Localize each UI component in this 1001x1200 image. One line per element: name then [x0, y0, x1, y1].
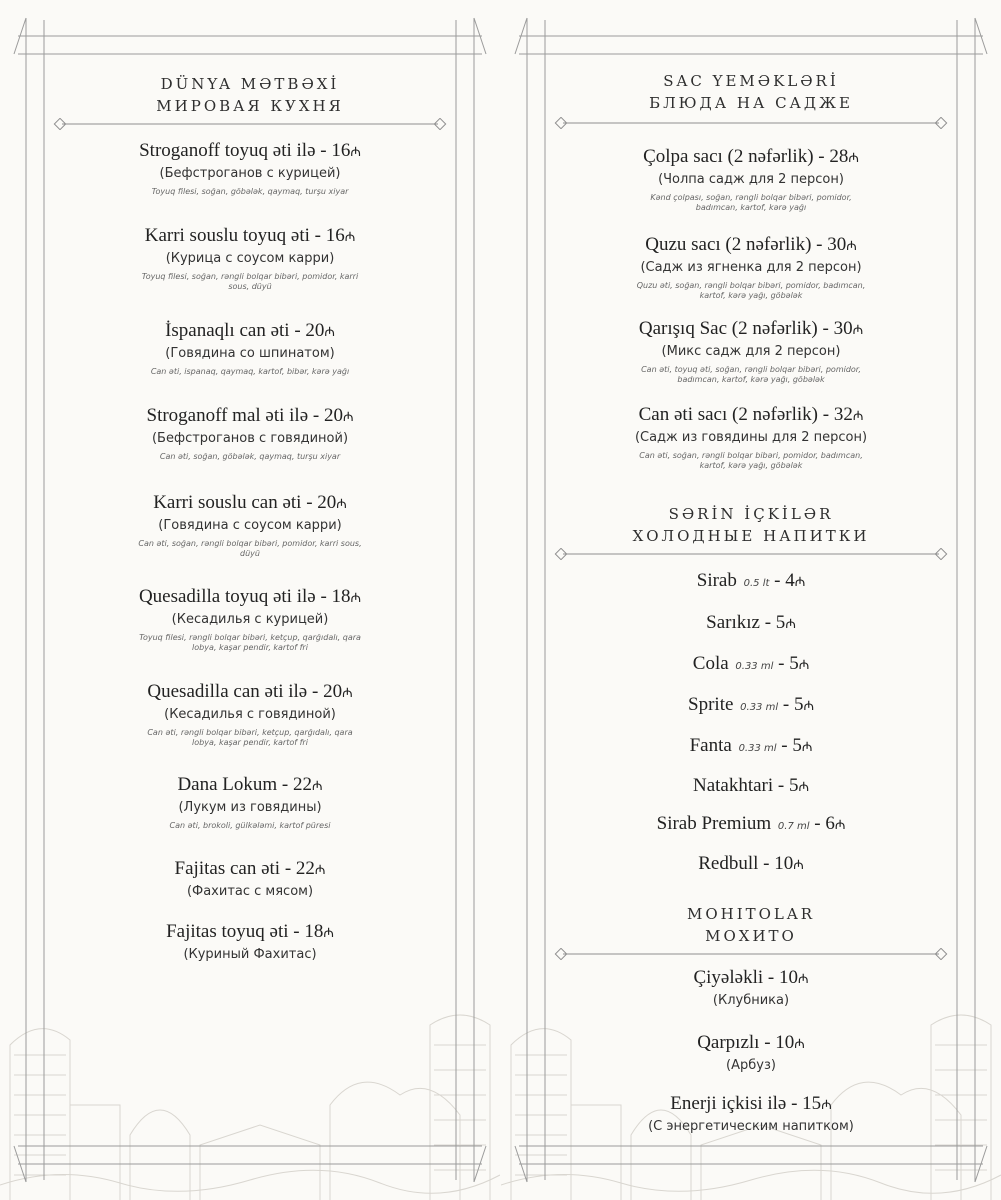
- manat-icon: ₼: [821, 1098, 832, 1113]
- menu-item: [60, 320, 440, 377]
- item-name-ru: (Кесадилья с курицей): [171, 612, 329, 627]
- item-ingredients: Quzu əti, soğan, rəngli bolqar bibəri, pomidor, badımcan, kartof, kərə yağı, göbələk: [636, 281, 866, 300]
- manat-icon: ₼: [312, 779, 323, 794]
- manat-icon: ₼: [801, 740, 813, 755]
- ornamental-divider: [553, 548, 949, 560]
- item-volume: 0.33 ml: [735, 661, 774, 672]
- menu-item: [60, 774, 440, 831]
- section-title-az: MOHITOLAR: [686, 905, 816, 923]
- manat-icon: ₼: [794, 1037, 805, 1052]
- item-ingredients: Toyuq filesi, rəngli bolqar bibəri, ketçup, qarğıdalı, qara lobya, kaşar pendir, kartof fri: [139, 633, 361, 652]
- item-name-ru: (Садж из говядины для 2 персон): [634, 430, 868, 445]
- menu-item: [561, 146, 941, 213]
- right-menu-page: [501, 0, 1001, 1200]
- item-name: Cola: [692, 653, 729, 674]
- section-title-ru: БЛЮДА НА САДЖЕ: [649, 94, 853, 112]
- item-volume: 0.33 ml: [738, 743, 777, 754]
- item-name: Qarpızlı - 10: [697, 1032, 795, 1053]
- item-name: Dana Lokum - 22: [177, 774, 313, 795]
- item-name: Redbull: [698, 853, 759, 874]
- mojito-item: [561, 1093, 941, 1137]
- item-ingredients: Toyuq filesi, soğan, göbələk, qaymaq, turşu xiyar: [151, 187, 349, 196]
- drink-item: [561, 653, 941, 678]
- item-volume: 0.33 ml: [740, 702, 779, 713]
- drink-item: [561, 694, 941, 719]
- manat-icon: ₼: [350, 591, 362, 606]
- drink-item: [561, 612, 941, 636]
- item-name-ru: (Садж из ягненка для 2 персон): [640, 260, 862, 275]
- ornamental-divider: [553, 948, 949, 960]
- item-name: Karri souslu toyuq əti - 16: [144, 225, 345, 246]
- item-name: Sirab: [696, 570, 737, 591]
- item-price: - 4: [774, 570, 795, 591]
- item-ingredients: Can əti, toyuq əti, soğan, rəngli bolqar bibəri, pomidor, badımcan, kartof, kərə yağı, göbələk: [641, 365, 861, 384]
- menu-item: [60, 586, 440, 653]
- item-price: - 5: [781, 735, 802, 756]
- manat-icon: ₼: [350, 145, 361, 160]
- item-name: Can əti sacı (2 nəfərlik) - 32: [638, 404, 853, 425]
- item-ingredients: Can əti, soğan, rəngli bolqar bibəri, pomidor, karri sous, düyü: [138, 539, 362, 558]
- section-title-az: SƏRİN İÇKİLƏR: [668, 505, 834, 523]
- ornamental-divider: [553, 117, 949, 129]
- item-name-ru: (Бефстроганов с курицей): [159, 166, 341, 181]
- item-name: Fanta: [689, 735, 732, 756]
- item-ingredients: Kənd çolpası, soğan, rəngli bolqar bibəri, pomidor, badımcan, kartof, kərə yağı: [650, 193, 852, 212]
- manat-icon: ₼: [344, 230, 356, 245]
- menu-item: [60, 921, 440, 965]
- item-name-ru: (Фахитас с мясом): [186, 884, 314, 899]
- section-title: [561, 903, 941, 947]
- item-name: Fajitas toyuq əti - 18: [166, 921, 324, 942]
- item-name-ru: (Чолпа садж для 2 персон): [658, 172, 844, 187]
- item-ingredients: Can əti, ispanaq, qaymaq, kartof, bibər, kərə yağı: [150, 367, 350, 376]
- item-name-ru: (Бефстроганов с говядиной): [151, 431, 349, 446]
- item-name: Sprite: [688, 694, 734, 715]
- item-name-ru: (Клубника): [712, 993, 790, 1008]
- item-name: Quesadilla toyuq əti ilə - 18: [138, 586, 351, 607]
- mojito-item: [561, 1032, 941, 1076]
- item-name-ru: (С энергетическим напитком): [648, 1119, 854, 1134]
- manat-icon: ₼: [848, 151, 859, 166]
- item-name: Sarıkız: [706, 612, 760, 633]
- menu-item: [60, 492, 440, 559]
- item-name-ru: (Арбуз): [726, 1058, 776, 1073]
- item-volume: 0.7 ml: [777, 821, 810, 832]
- item-price: - 10: [763, 853, 794, 874]
- manat-icon: ₼: [798, 780, 810, 795]
- item-ingredients: Can əti, brokoli, gülkələmi, kartof püresi: [169, 821, 331, 830]
- section-title: [561, 70, 941, 114]
- mojito-item: [561, 967, 941, 1011]
- item-name: Karri souslu can əti - 20: [153, 492, 337, 513]
- section-title-ru: МОХИТО: [705, 927, 797, 945]
- item-name: Çolpa sacı (2 nəfərlik) - 28: [643, 146, 849, 167]
- section-title-ru: ХОЛОДНЫЕ НАПИТКИ: [632, 527, 870, 545]
- item-name: Çiyələkli - 10: [693, 967, 798, 988]
- item-name-ru: (Курица с соусом карри): [165, 251, 335, 266]
- item-name: İspanaqlı can əti - 20: [165, 320, 325, 341]
- manat-icon: ₼: [323, 926, 334, 941]
- item-price: - 6: [814, 813, 835, 834]
- item-ingredients: Can əti, soğan, göbələk, qaymaq, turşu xiyar: [159, 452, 341, 461]
- drink-item: [561, 813, 941, 838]
- menu-item: [60, 858, 440, 902]
- manat-icon: ₼: [336, 497, 347, 512]
- section-title-az: DÜNYA MƏTBƏXİ: [160, 75, 340, 93]
- drink-item: [561, 775, 941, 799]
- manat-icon: ₼: [803, 699, 814, 714]
- item-name: Qarışıq Sac (2 nəfərlik) - 30: [638, 318, 853, 339]
- item-name: Stroganoff toyuq əti ilə - 16: [139, 140, 351, 161]
- item-volume: 0.5 lt: [743, 578, 770, 589]
- menu-item: [60, 225, 440, 292]
- item-price: - 5: [764, 612, 786, 633]
- section-title: [561, 503, 941, 547]
- drink-item: [561, 735, 941, 760]
- item-price: - 5: [778, 653, 799, 674]
- ornamental-divider: [52, 118, 448, 130]
- item-ingredients: Can əti, rəngli bolqar bibəri, ketçup, qarğıdalı, qara lobya, kaşar pendir, kartof fri: [147, 728, 353, 747]
- manat-icon: ₼: [834, 818, 846, 833]
- drink-item: [561, 570, 941, 595]
- manat-icon: ₼: [342, 410, 354, 425]
- item-name-ru: (Микс садж для 2 персон): [661, 344, 841, 359]
- manat-icon: ₼: [785, 617, 796, 632]
- item-name: Quzu sacı (2 nəfərlik) - 30: [645, 234, 847, 255]
- section-title-az: SAC YEMƏKLƏRİ: [663, 72, 839, 90]
- item-name-ru: (Говядина со шпинатом): [165, 346, 335, 361]
- item-name: Stroganoff mal əti ilə - 20: [146, 405, 343, 426]
- menu-item: [60, 681, 440, 748]
- item-price: - 5: [777, 775, 799, 796]
- menu-item: [561, 234, 941, 301]
- manat-icon: ₼: [852, 323, 864, 338]
- menu-item: [60, 140, 440, 197]
- item-name: Sirab Premium: [656, 813, 772, 834]
- item-name: Enerji içkisi ilə - 15: [670, 1093, 822, 1114]
- item-ingredients: Can əti, soğan, rəngli bolqar bibəri, pomidor, badımcan, kartof, kərə yağı, göbələk: [639, 451, 863, 470]
- item-name-ru: (Кесадилья с говядиной): [164, 707, 336, 722]
- item-name: Quesadilla can əti ilə - 20: [147, 681, 343, 702]
- manat-icon: ₼: [342, 686, 353, 701]
- manat-icon: ₼: [794, 575, 806, 590]
- manat-icon: ₼: [324, 325, 335, 340]
- menu-item: [561, 404, 941, 471]
- item-price: - 5: [782, 694, 804, 715]
- manat-icon: ₼: [846, 239, 857, 254]
- manat-icon: ₼: [798, 658, 810, 673]
- item-name-ru: (Говядина с соусом карри): [158, 518, 342, 533]
- manat-icon: ₼: [852, 409, 864, 424]
- manat-icon: ₼: [793, 858, 804, 873]
- menu-item: [60, 405, 440, 462]
- left-menu-page: [0, 0, 500, 1200]
- section-title-ru: МИРОВАЯ КУХНЯ: [156, 97, 344, 115]
- section-title: [60, 73, 440, 117]
- item-name-ru: (Лукум из говядины): [178, 800, 322, 815]
- item-ingredients: Toyuq filesi, soğan, rəngli bolqar bibəri, pomidor, karri sous, düyü: [141, 272, 359, 291]
- item-name: Fajitas can əti - 22: [174, 858, 315, 879]
- drink-item: [561, 853, 941, 877]
- item-name-ru: (Куриный Фахитас): [183, 947, 317, 962]
- item-name: Natakhtari: [692, 775, 774, 796]
- menu-item: [561, 318, 941, 385]
- manat-icon: ₼: [314, 863, 326, 878]
- manat-icon: ₼: [797, 972, 809, 987]
